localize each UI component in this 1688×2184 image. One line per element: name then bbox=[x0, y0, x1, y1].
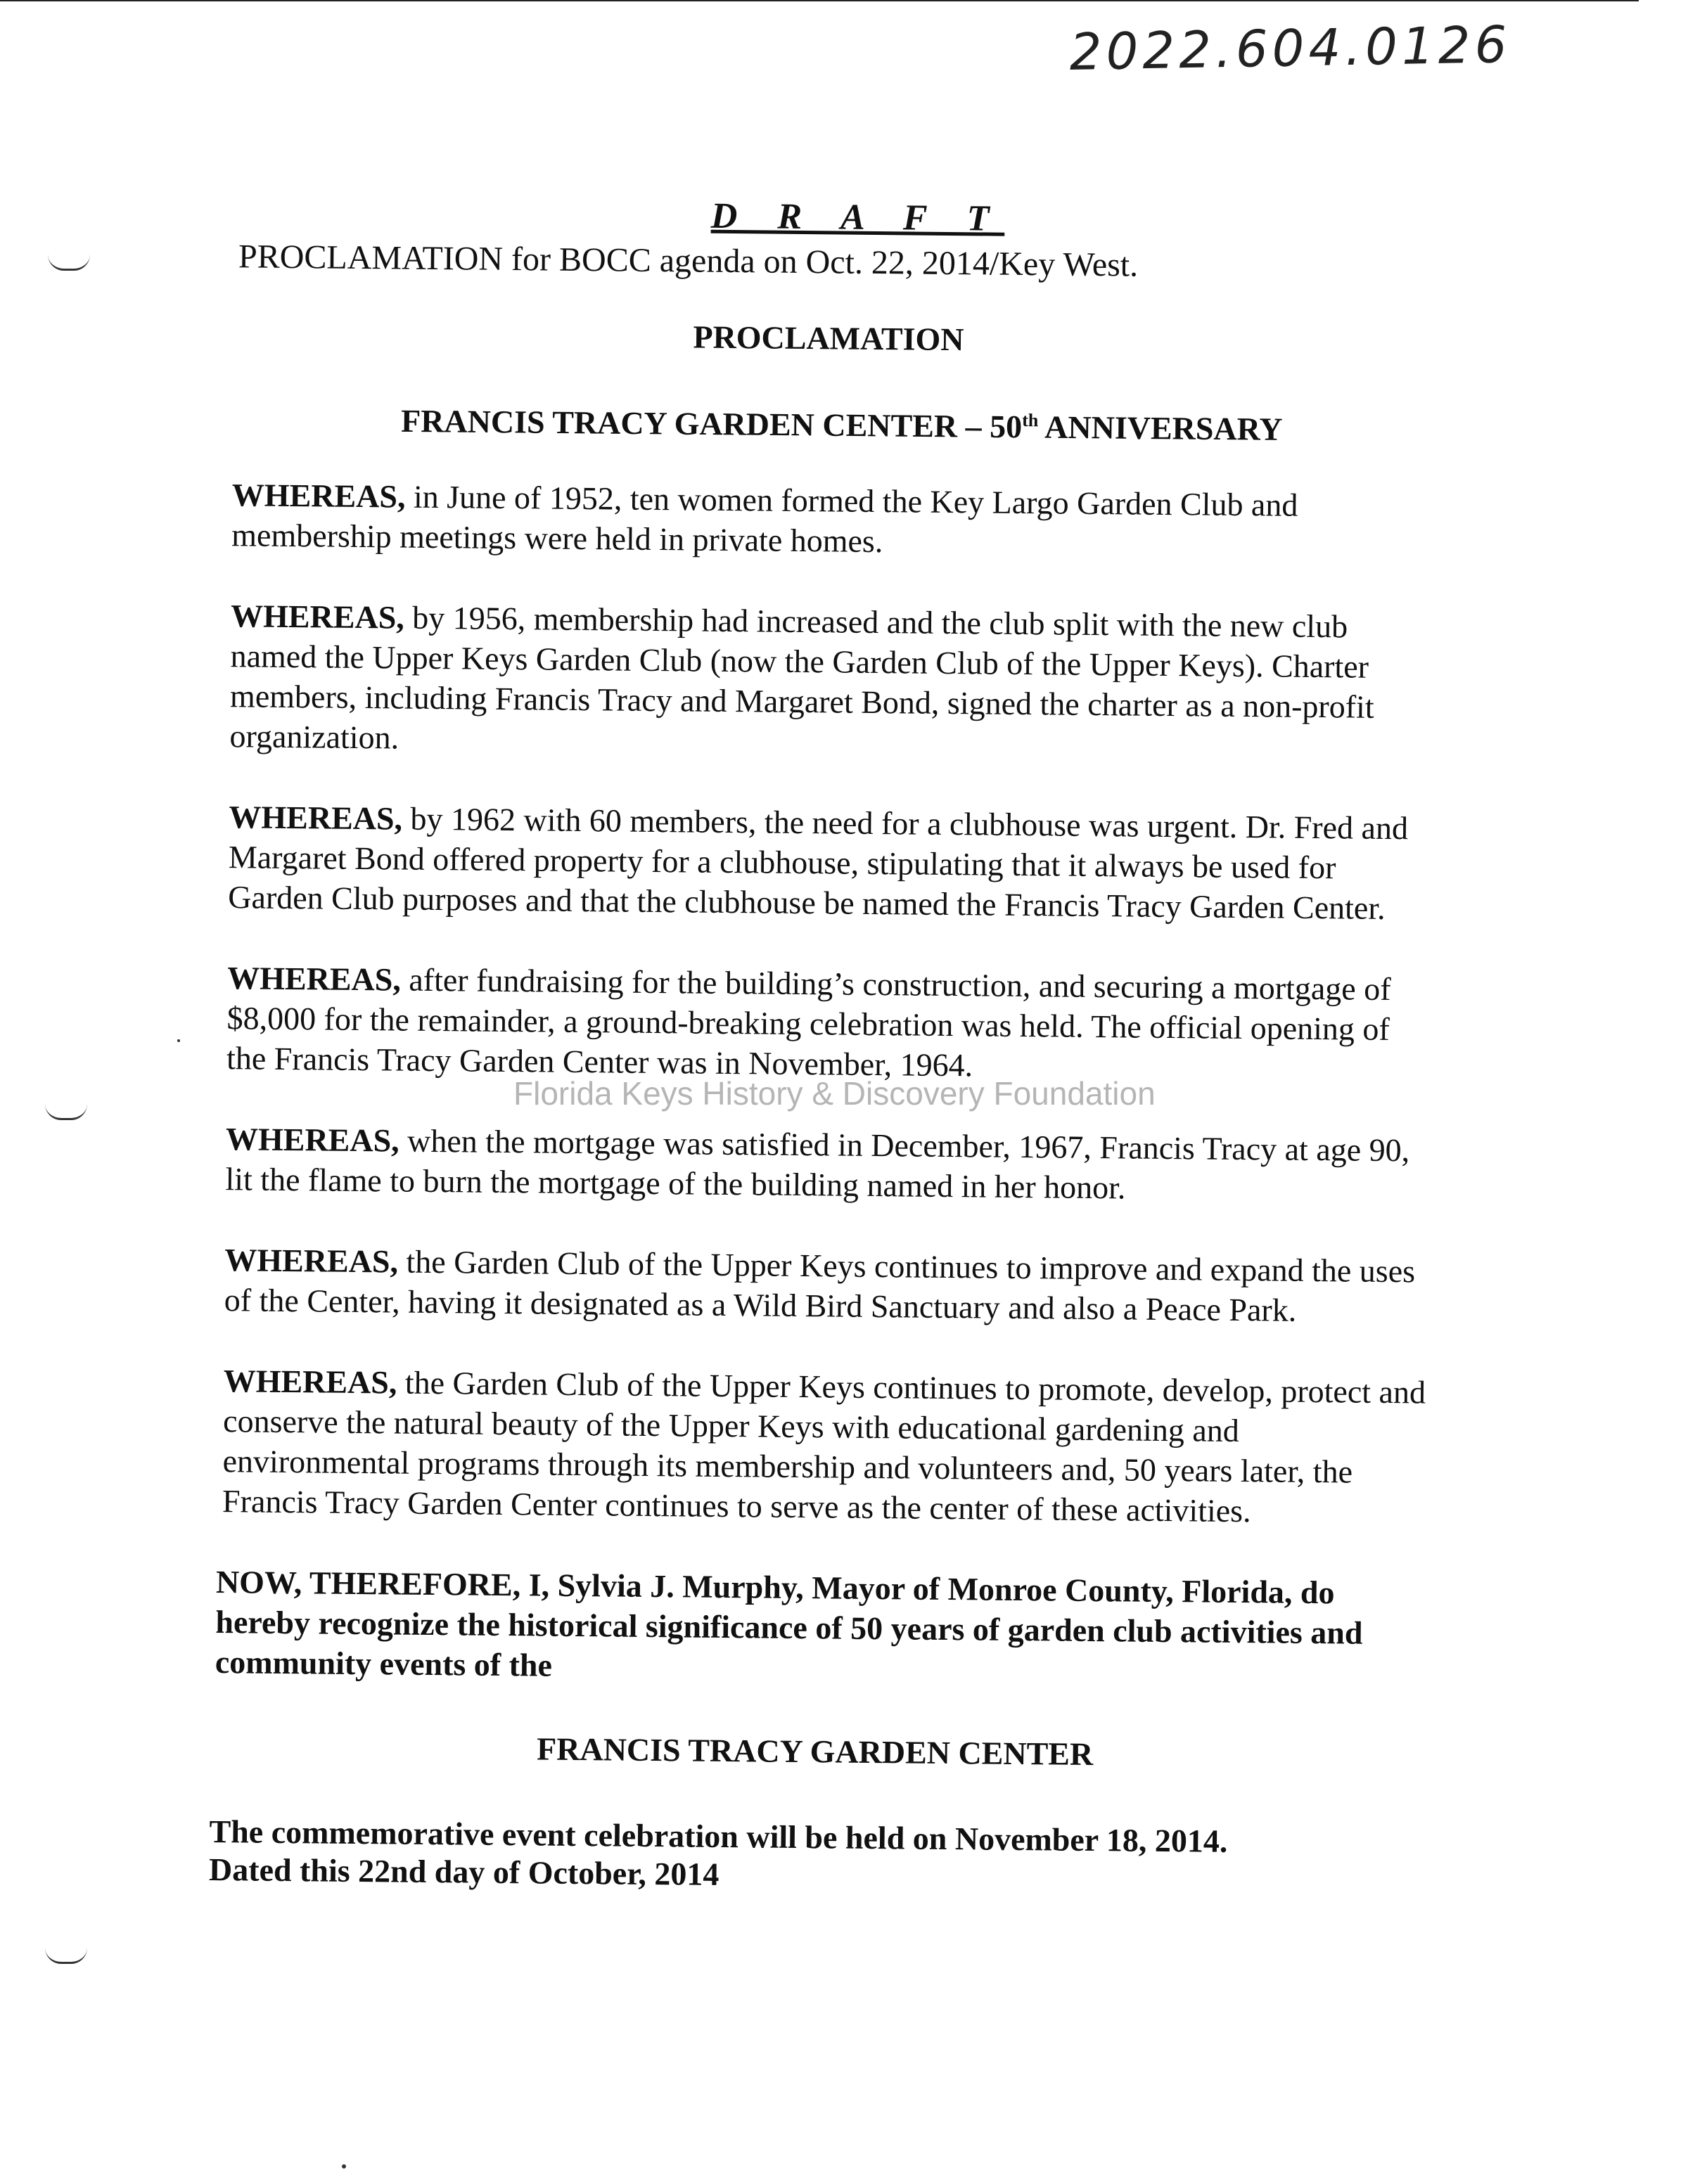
event-date-line: The commemorative event celebration will be held on November 18, 2014. bbox=[209, 1813, 1228, 1860]
scan-speck bbox=[177, 1039, 180, 1042]
whereas-text: the Garden Club of the Upper Keys continues to improve and expand the uses of the Center, having it designated as a Wild Bird Sanctuary and also a Peace Park. bbox=[224, 1243, 1416, 1329]
whereas-keyword: WHEREAS, bbox=[230, 598, 405, 636]
whereas-text: in June of 1952, ten women formed the Key Largo Garden Club and membership meetings were held in private homes. bbox=[231, 478, 1298, 560]
whereas-keyword: WHEREAS, bbox=[226, 960, 402, 998]
foundation-watermark: Florida Keys History & Discovery Foundation bbox=[513, 1075, 1156, 1112]
whereas-clause bbox=[228, 797, 1436, 929]
whereas-keyword: WHEREAS, bbox=[225, 1121, 399, 1159]
now-therefore-clause: NOW, THEREFORE, I, Sylvia J. Murphy, Mayor of Monroe County, Florida, do hereby recognize the historical significance of 50 years of garden club activities and community events of the bbox=[215, 1564, 1363, 1683]
whereas-keyword: WHEREAS, bbox=[231, 477, 406, 515]
whereas-text: when the mortgage was satisfied in December, 1967, Francis Tracy at age 90, lit the flame to burn the mortgage of the building named in her honor. bbox=[225, 1122, 1410, 1206]
whereas-text: the Garden Club of the Upper Keys continues to promote, develop, protect and conserve the natural beauty of the Upper Keys with educational gardening and environmental programs through its membership and volunteers and, 50 years later, the Francis Tracy Garden Center continues to serve as the center of these activities. bbox=[222, 1364, 1426, 1529]
whereas-clause bbox=[226, 958, 1435, 1090]
whereas-clause bbox=[222, 1361, 1431, 1532]
center-name-heading: FRANCIS TRACY GARDEN CENTER bbox=[536, 1730, 1094, 1773]
whereas-text: after fundraising for the building’s construction, and securing a mortgage of $8,000 for the remainder, a ground-breaking celebration was held. The official opening of the Francis Tracy Garden Center was in November, 1964. bbox=[226, 961, 1391, 1084]
heading-suffix: ANNIVERSARY bbox=[1037, 409, 1283, 447]
margin-mark bbox=[45, 1948, 87, 1964]
margin-mark bbox=[48, 255, 90, 271]
heading-prefix: FRANCIS TRACY GARDEN CENTER – 50 bbox=[400, 402, 1023, 445]
margin-mark bbox=[45, 1104, 87, 1120]
whereas-clause bbox=[225, 1119, 1433, 1210]
whereas-clause bbox=[224, 1240, 1432, 1331]
scan-speck bbox=[342, 2164, 346, 2169]
dated-line: Dated this 22nd day of October, 2014 bbox=[208, 1851, 720, 1893]
whereas-keyword: WHEREAS, bbox=[229, 799, 403, 837]
scan-top-edge bbox=[0, 0, 1639, 1]
accession-number: 2022.604.0126 bbox=[1069, 15, 1512, 82]
anniversary-heading bbox=[244, 391, 1440, 453]
proclamation-title: PROCLAMATION bbox=[693, 319, 964, 358]
draft-label: D R A F T bbox=[710, 195, 1005, 239]
whereas-text: by 1962 with 60 members, the need for a clubhouse was urgent. Dr. Fred and Margaret Bond offered property for a clubhouse, stipulating that it always be used for Garden Club purposes and that the clubhouse be named the Francis Tracy Garden Center. bbox=[228, 800, 1409, 927]
proclamation-body bbox=[202, 188, 1442, 1901]
whereas-keyword: WHEREAS, bbox=[224, 1242, 399, 1280]
whereas-keyword: WHEREAS, bbox=[223, 1363, 397, 1401]
heading-superscript: th bbox=[1022, 409, 1039, 431]
whereas-clause bbox=[231, 475, 1439, 567]
whereas-text: by 1956, membership had increased and the club split with the new club named the Upper Keys Garden Club (now the Garden Club of the Upper Keys). Charter members, including Francis Tracy and Margaret Bond, signed the charter as a non-profit organization. bbox=[229, 599, 1374, 756]
agenda-subheader: PROCLAMATION for BOCC agenda on Oct. 22, 2014/Key West. bbox=[238, 238, 1139, 284]
whereas-clause bbox=[229, 596, 1438, 768]
